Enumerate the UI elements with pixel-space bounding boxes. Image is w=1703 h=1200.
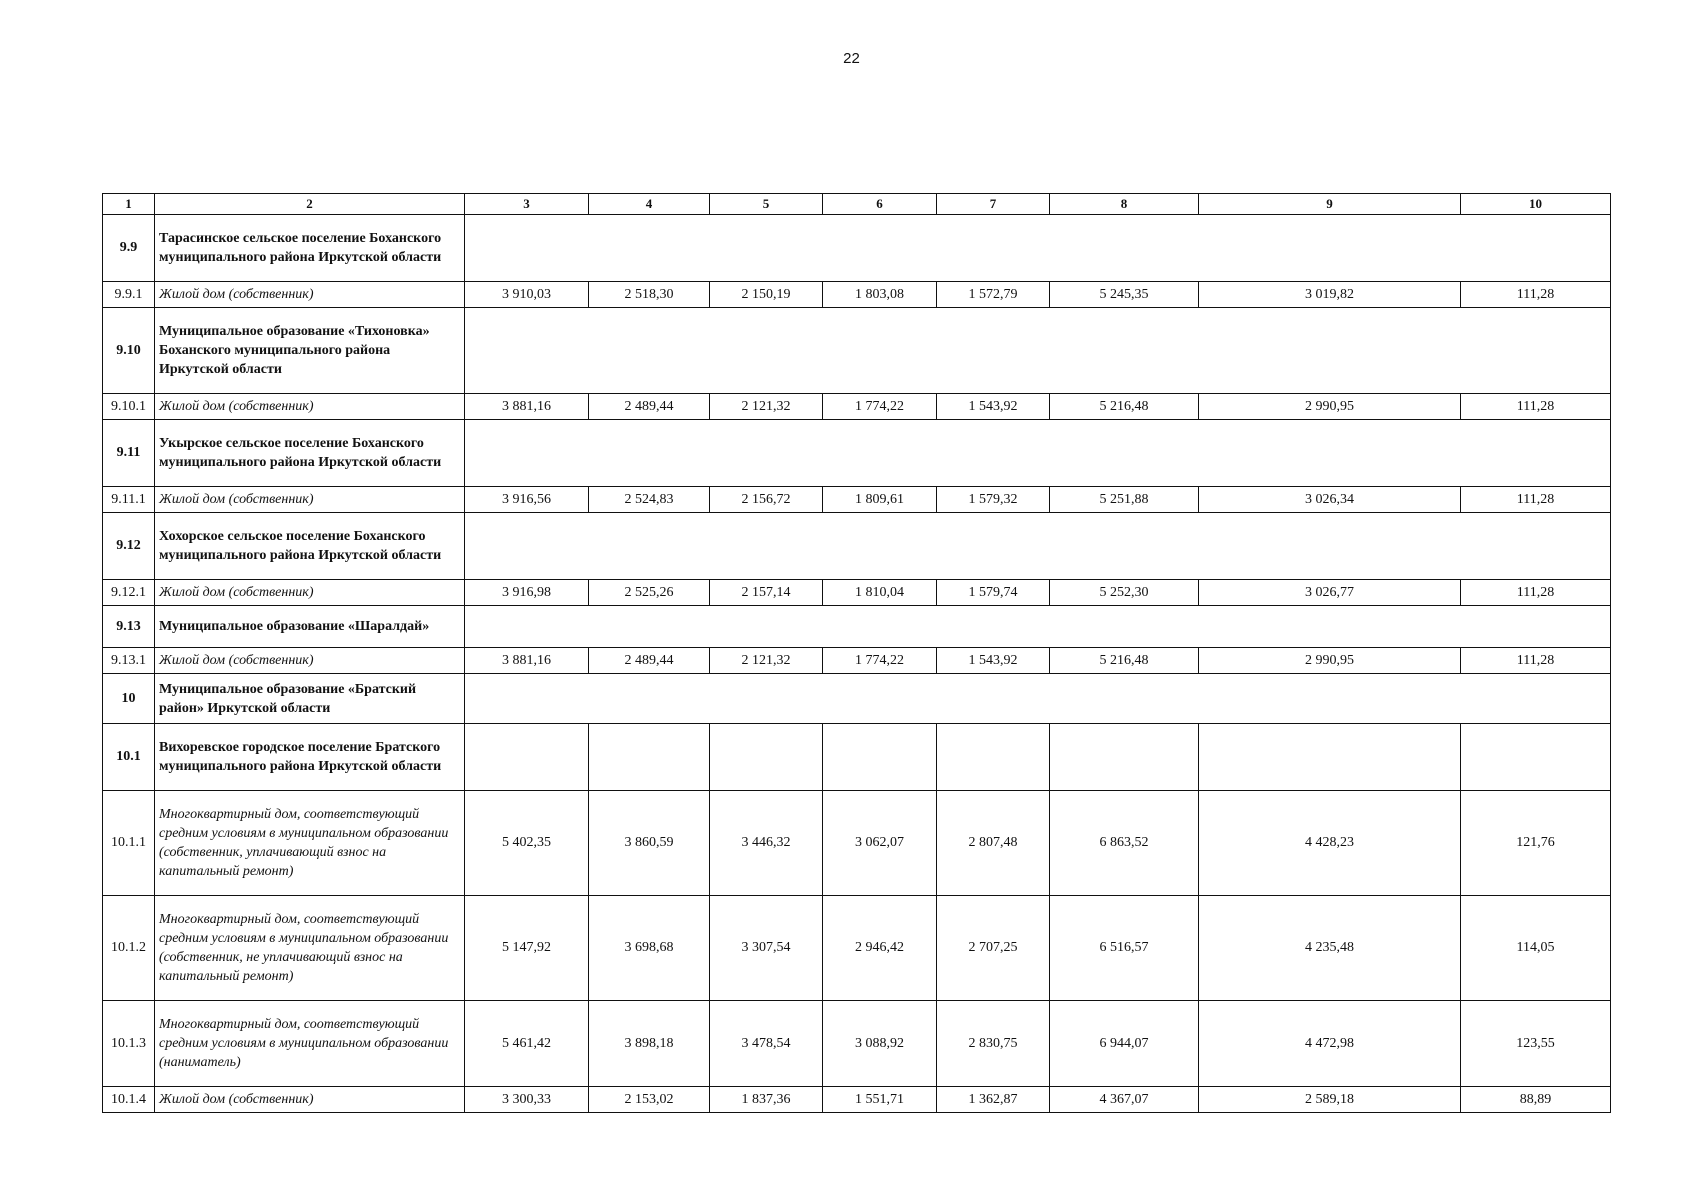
value-cell-col-10: 114,05 <box>1461 896 1611 1001</box>
column-header-10: 10 <box>1461 194 1611 215</box>
value-cell-col-8: 5 251,88 <box>1050 487 1199 513</box>
empty-cell <box>710 724 823 791</box>
value-cell-col-3: 5 402,35 <box>465 791 589 896</box>
column-header-8: 8 <box>1050 194 1199 215</box>
row-name: Тарасинское сельское поселение Боханского муниципального района Иркутской области <box>155 215 465 282</box>
empty-cell <box>823 724 937 791</box>
row-name: Многоквартирный дом, соответствующий средним условиям в муниципальном образовании (наниматель) <box>155 1001 465 1087</box>
value-cell-col-3: 3 881,16 <box>465 394 589 420</box>
column-header-4: 4 <box>589 194 710 215</box>
table-body <box>103 215 1611 1113</box>
column-header-1: 1 <box>103 194 155 215</box>
page-number: 22 <box>843 50 860 67</box>
empty-cell <box>589 724 710 791</box>
value-cell-col-9: 3 026,77 <box>1199 580 1461 606</box>
table-row-section <box>103 513 1611 580</box>
table-row-section <box>103 606 1611 648</box>
table-row-item <box>103 394 1611 420</box>
row-code: 9.9 <box>103 215 155 282</box>
value-cell-col-5: 2 150,19 <box>710 282 823 308</box>
value-cell-col-9: 3 026,34 <box>1199 487 1461 513</box>
row-code: 10.1 <box>103 724 155 791</box>
value-cell-col-5: 2 157,14 <box>710 580 823 606</box>
column-header-3: 3 <box>465 194 589 215</box>
value-cell-col-5: 2 121,32 <box>710 648 823 674</box>
value-cell-col-10: 111,28 <box>1461 394 1611 420</box>
column-header-5: 5 <box>710 194 823 215</box>
value-cell-col-4: 3 698,68 <box>589 896 710 1001</box>
value-cell-col-7: 1 572,79 <box>937 282 1050 308</box>
value-cell-col-7: 1 362,87 <box>937 1087 1050 1113</box>
value-cell-col-6: 1 809,61 <box>823 487 937 513</box>
value-cell-col-9: 2 589,18 <box>1199 1087 1461 1113</box>
empty-cell <box>465 724 589 791</box>
value-cell-col-4: 2 518,30 <box>589 282 710 308</box>
value-cell-col-6: 1 774,22 <box>823 394 937 420</box>
value-cell-col-6: 1 803,08 <box>823 282 937 308</box>
value-cell-col-4: 2 525,26 <box>589 580 710 606</box>
value-cell-col-9: 2 990,95 <box>1199 394 1461 420</box>
table-row-section <box>103 420 1611 487</box>
row-name: Муниципальное образование «Братский район» Иркутской области <box>155 674 465 724</box>
value-cell-col-3: 3 916,56 <box>465 487 589 513</box>
value-cell-col-3: 3 916,98 <box>465 580 589 606</box>
table-row-section <box>103 308 1611 394</box>
value-cell-col-4: 2 153,02 <box>589 1087 710 1113</box>
value-cell-col-4: 2 524,83 <box>589 487 710 513</box>
value-cell-col-4: 2 489,44 <box>589 394 710 420</box>
value-cell-col-6: 1 551,71 <box>823 1087 937 1113</box>
value-cell-col-3: 3 300,33 <box>465 1087 589 1113</box>
section-spacer-cell <box>465 308 1611 394</box>
row-name: Жилой дом (собственник) <box>155 648 465 674</box>
row-name: Укырское сельское поселение Боханского муниципального района Иркутской области <box>155 420 465 487</box>
value-cell-col-10: 123,55 <box>1461 1001 1611 1087</box>
row-code: 10 <box>103 674 155 724</box>
table-row-item <box>103 1087 1611 1113</box>
value-cell-col-4: 2 489,44 <box>589 648 710 674</box>
value-cell-col-6: 2 946,42 <box>823 896 937 1001</box>
row-name: Жилой дом (собственник) <box>155 1087 465 1113</box>
row-code: 9.10 <box>103 308 155 394</box>
value-cell-col-5: 3 307,54 <box>710 896 823 1001</box>
table-row-item <box>103 648 1611 674</box>
row-code: 10.1.2 <box>103 896 155 1001</box>
value-cell-col-8: 5 216,48 <box>1050 394 1199 420</box>
value-cell-col-4: 3 860,59 <box>589 791 710 896</box>
section-spacer-cell <box>465 674 1611 724</box>
row-name: Жилой дом (собственник) <box>155 487 465 513</box>
row-name: Жилой дом (собственник) <box>155 580 465 606</box>
row-code: 9.10.1 <box>103 394 155 420</box>
value-cell-col-3: 3 881,16 <box>465 648 589 674</box>
row-name: Муниципальное образование «Шаралдай» <box>155 606 465 648</box>
value-cell-col-3: 5 461,42 <box>465 1001 589 1087</box>
value-cell-col-5: 3 478,54 <box>710 1001 823 1087</box>
table-row-section <box>103 724 1611 791</box>
value-cell-col-10: 88,89 <box>1461 1087 1611 1113</box>
value-cell-col-5: 2 156,72 <box>710 487 823 513</box>
table-row-item <box>103 580 1611 606</box>
value-cell-col-7: 1 579,74 <box>937 580 1050 606</box>
table-row-item <box>103 791 1611 896</box>
row-code: 9.13.1 <box>103 648 155 674</box>
row-code: 10.1.1 <box>103 791 155 896</box>
header-row <box>103 194 1611 215</box>
empty-cell <box>1461 724 1611 791</box>
value-cell-col-7: 1 543,92 <box>937 648 1050 674</box>
table-row-item <box>103 487 1611 513</box>
value-cell-col-3: 5 147,92 <box>465 896 589 1001</box>
row-name: Вихоревское городское поселение Братского муниципального района Иркутской области <box>155 724 465 791</box>
row-name: Многоквартирный дом, соответствующий средним условиям в муниципальном образовании (собственник, не уплачивающий взнос на капитальный ремонт) <box>155 896 465 1001</box>
value-cell-col-8: 6 516,57 <box>1050 896 1199 1001</box>
value-cell-col-5: 3 446,32 <box>710 791 823 896</box>
value-cell-col-10: 121,76 <box>1461 791 1611 896</box>
row-name: Жилой дом (собственник) <box>155 394 465 420</box>
value-cell-col-6: 1 774,22 <box>823 648 937 674</box>
value-cell-col-9: 4 235,48 <box>1199 896 1461 1001</box>
row-code: 10.1.3 <box>103 1001 155 1087</box>
row-code: 9.9.1 <box>103 282 155 308</box>
value-cell-col-6: 1 810,04 <box>823 580 937 606</box>
tariff-table <box>102 193 1611 1113</box>
value-cell-col-8: 6 944,07 <box>1050 1001 1199 1087</box>
value-cell-col-7: 2 807,48 <box>937 791 1050 896</box>
row-name: Хохорское сельское поселение Боханского муниципального района Иркутской области <box>155 513 465 580</box>
value-cell-col-6: 3 088,92 <box>823 1001 937 1087</box>
value-cell-col-8: 5 216,48 <box>1050 648 1199 674</box>
value-cell-col-7: 1 579,32 <box>937 487 1050 513</box>
value-cell-col-9: 4 472,98 <box>1199 1001 1461 1087</box>
value-cell-col-9: 3 019,82 <box>1199 282 1461 308</box>
value-cell-col-8: 5 245,35 <box>1050 282 1199 308</box>
value-cell-col-8: 6 863,52 <box>1050 791 1199 896</box>
value-cell-col-6: 3 062,07 <box>823 791 937 896</box>
value-cell-col-7: 2 830,75 <box>937 1001 1050 1087</box>
row-code: 9.11.1 <box>103 487 155 513</box>
table-row-item <box>103 1001 1611 1087</box>
column-header-9: 9 <box>1199 194 1461 215</box>
value-cell-col-10: 111,28 <box>1461 580 1611 606</box>
value-cell-col-9: 2 990,95 <box>1199 648 1461 674</box>
row-code: 9.12 <box>103 513 155 580</box>
empty-cell <box>1050 724 1199 791</box>
section-spacer-cell <box>465 513 1611 580</box>
row-code: 9.13 <box>103 606 155 648</box>
value-cell-col-5: 1 837,36 <box>710 1087 823 1113</box>
row-name: Муниципальное образование «Тихоновка» Боханского муниципального района Иркутской области <box>155 308 465 394</box>
table-row-section <box>103 215 1611 282</box>
table-row-item <box>103 282 1611 308</box>
row-code: 9.12.1 <box>103 580 155 606</box>
value-cell-col-10: 111,28 <box>1461 648 1611 674</box>
table-row-item <box>103 896 1611 1001</box>
row-name: Жилой дом (собственник) <box>155 282 465 308</box>
value-cell-col-4: 3 898,18 <box>589 1001 710 1087</box>
table-row-section <box>103 674 1611 724</box>
row-code: 9.11 <box>103 420 155 487</box>
value-cell-col-5: 2 121,32 <box>710 394 823 420</box>
empty-cell <box>937 724 1050 791</box>
section-spacer-cell <box>465 420 1611 487</box>
value-cell-col-3: 3 910,03 <box>465 282 589 308</box>
value-cell-col-10: 111,28 <box>1461 282 1611 308</box>
value-cell-col-8: 5 252,30 <box>1050 580 1199 606</box>
empty-cell <box>1199 724 1461 791</box>
column-header-6: 6 <box>823 194 937 215</box>
section-spacer-cell <box>465 606 1611 648</box>
column-header-7: 7 <box>937 194 1050 215</box>
section-spacer-cell <box>465 215 1611 282</box>
value-cell-col-9: 4 428,23 <box>1199 791 1461 896</box>
value-cell-col-8: 4 367,07 <box>1050 1087 1199 1113</box>
value-cell-col-7: 1 543,92 <box>937 394 1050 420</box>
value-cell-col-7: 2 707,25 <box>937 896 1050 1001</box>
row-name: Многоквартирный дом, соответствующий средним условиям в муниципальном образовании (собственник, уплачивающий взнос на капитальный ремонт) <box>155 791 465 896</box>
column-header-2: 2 <box>155 194 465 215</box>
value-cell-col-10: 111,28 <box>1461 487 1611 513</box>
row-code: 10.1.4 <box>103 1087 155 1113</box>
